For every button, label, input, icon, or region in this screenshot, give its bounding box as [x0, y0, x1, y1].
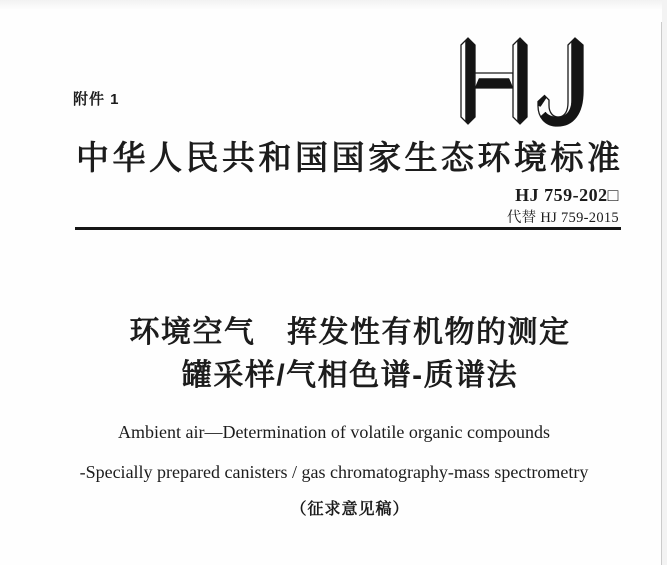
doc-title-en-line1: Ambient air—Determination of volatile organic compounds	[117, 422, 551, 442]
header-rule	[75, 227, 621, 230]
doc-title-cn-line1: 环境空气 挥发性有机物的测定	[129, 316, 571, 349]
page-edge-line	[661, 22, 662, 565]
standard-number: HJ 759-202□	[515, 185, 619, 205]
replaces-note: 代替 HJ 759-2015	[506, 210, 619, 226]
doc-title-en-line2: -Specially prepared canisters / gas chromatography-mass spectrometry	[79, 462, 589, 482]
hj-logo	[445, 5, 605, 140]
standard-body-title: 中华人民共和国国家生态环境标准	[76, 141, 624, 177]
draft-status-note: （征求意见稿）	[290, 501, 410, 518]
doc-title-cn-line2: 罐采样/气相色谱-质谱法	[181, 359, 519, 392]
attachment-label: 附件 1	[73, 91, 120, 108]
